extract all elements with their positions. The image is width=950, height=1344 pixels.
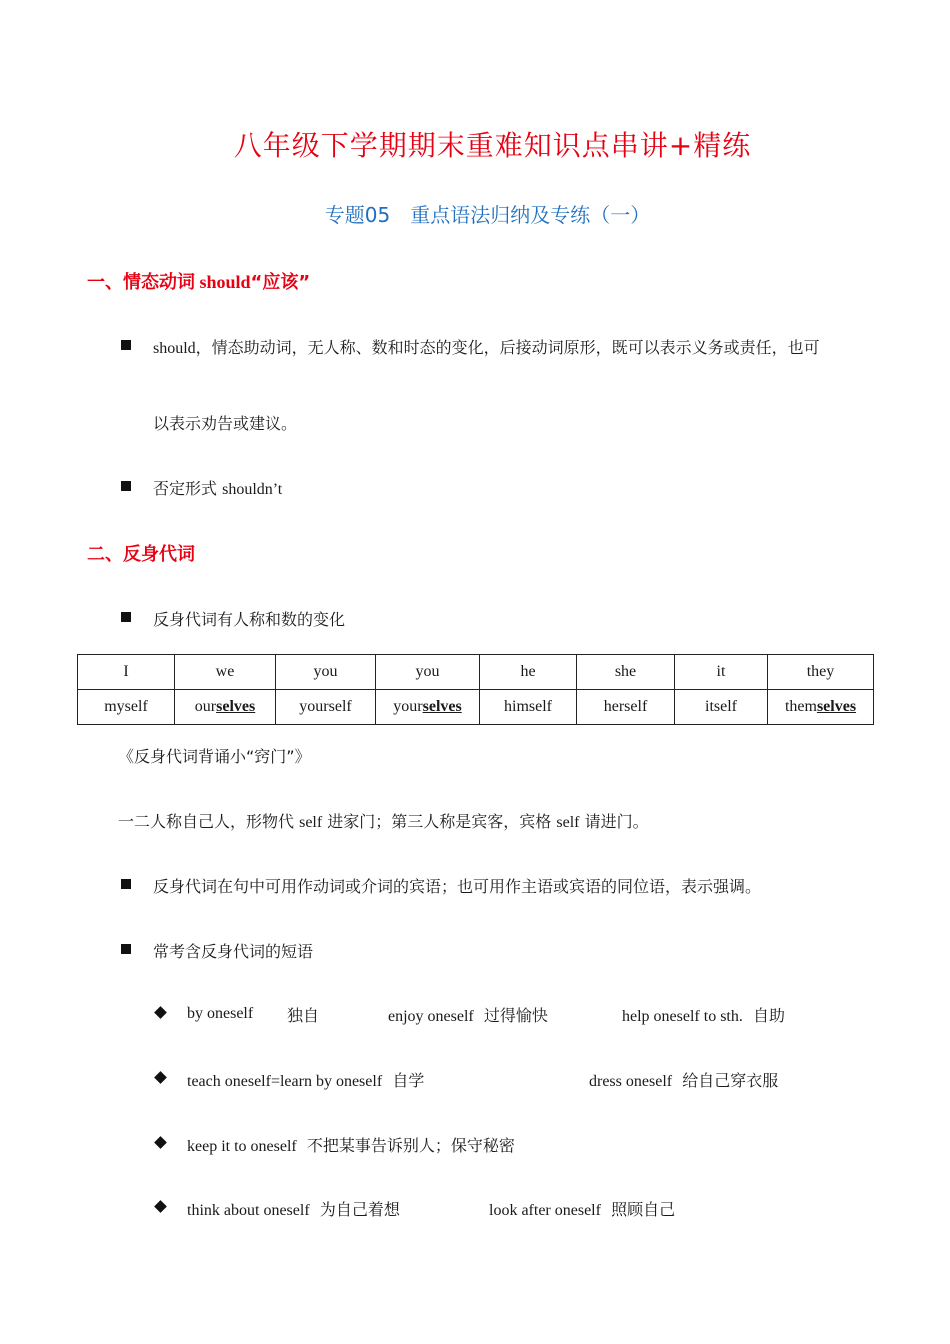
phrase-item — [187, 1003, 253, 1023]
phrase-meaning: 不把某事告诉别人；保守秘密 — [306, 1136, 515, 1155]
mnemonic-line — [118, 809, 649, 832]
pronoun-underlined-suffix: selves — [422, 698, 462, 715]
section-1-heading-suffix: “应该” — [250, 272, 311, 293]
pronoun-text: herself — [603, 698, 648, 715]
self-term: self — [556, 814, 580, 831]
table-cell — [376, 690, 480, 725]
table-cell — [480, 690, 577, 725]
section-2-heading: 二、反身代词 — [87, 544, 195, 565]
table-cell — [675, 690, 768, 725]
table-cell — [78, 690, 175, 725]
section-1-bullet-1-continuation: 以表示劝告或建议。 — [153, 414, 298, 433]
mnemonic-part-a: 一二人称自己人，形物代 — [118, 812, 300, 831]
diamond-bullet-icon — [154, 1006, 167, 1019]
section-1-heading-en: should — [195, 272, 251, 292]
section-1-heading — [87, 268, 310, 294]
table-cell: he — [480, 655, 577, 690]
phrase-item — [622, 1003, 785, 1026]
square-bullet-icon — [121, 340, 131, 350]
section-2-bullet-1: 反身代词有人称和数的变化 — [153, 610, 346, 629]
pronoun-text: them — [784, 698, 817, 715]
phrase-item — [187, 1197, 400, 1220]
table-header-row — [78, 655, 874, 690]
phrase-en: think about oneself — [187, 1202, 310, 1219]
section-1-heading-prefix: 一、情态动词 — [87, 272, 195, 293]
table-cell: I — [78, 655, 175, 690]
mnemonic-part-c: 请进门。 — [579, 812, 649, 831]
table-cell: we — [175, 655, 276, 690]
phrase-item — [187, 1133, 515, 1156]
table-cell: you — [376, 655, 480, 690]
table-cell: you — [276, 655, 376, 690]
square-bullet-icon — [121, 612, 131, 622]
phrase-en: enjoy oneself — [388, 1008, 474, 1025]
pronoun-text: your — [393, 698, 423, 715]
shouldnt-term: shouldn’t — [222, 481, 283, 498]
table-cell: they — [768, 655, 874, 690]
reflexive-pronoun-table — [77, 654, 874, 725]
diamond-bullet-icon — [154, 1200, 167, 1213]
table-cell — [577, 690, 675, 725]
table-cell — [276, 690, 376, 725]
should-term: should — [153, 340, 196, 357]
pronoun-text: yourself — [299, 698, 352, 715]
document-subtitle: 专题05 重点语法归纳及专练（一） — [324, 203, 651, 227]
phrase-item — [187, 1068, 424, 1091]
phrase-en: dress oneself — [589, 1073, 673, 1090]
phrase-meaning: 给自己穿衣服 — [682, 1071, 779, 1090]
section-1-bullet-1 — [153, 335, 820, 358]
square-bullet-icon — [121, 879, 131, 889]
section-2-bullet-2: 反身代词在句中可用作动词或介词的宾语；也可用作主语或宾语的同位语，表示强调。 — [153, 877, 762, 896]
phrase-en: help oneself to sth. — [622, 1008, 743, 1025]
phrase-meaning: 自学 — [392, 1071, 425, 1090]
pronoun-underlined-suffix: selves — [816, 698, 857, 715]
phrase-meaning: 照顾自己 — [611, 1200, 676, 1219]
section-1-bullet-2 — [153, 476, 282, 499]
phrase-meaning: 自助 — [753, 1006, 786, 1025]
table-cell — [768, 690, 874, 725]
mnemonic-part-b: 进家门；第三人称是宾客，宾格 — [322, 812, 557, 831]
negative-form-label: 否定形式 — [153, 479, 223, 498]
phrase-item — [388, 1003, 548, 1026]
table-cell: she — [577, 655, 675, 690]
square-bullet-icon — [121, 481, 131, 491]
phrase-meaning: 独自 — [287, 1006, 320, 1025]
phrase-item — [589, 1068, 778, 1091]
phrase-meaning: 为自己着想 — [319, 1200, 400, 1219]
table-row — [78, 690, 874, 725]
section-1-bullet-1-text: ，情态助动词，无人称、数和时态的变化，后接动词原形，既可以表示义务或责任，也可 — [195, 338, 820, 357]
pronoun-text: our — [194, 698, 217, 715]
table-cell — [175, 690, 276, 725]
phrase-en: by oneself — [187, 1005, 254, 1022]
phrase-meaning: 过得愉快 — [483, 1006, 548, 1025]
document-title: 八年级下学期期末重难知识点串讲+精练 — [233, 129, 752, 162]
pronoun-text: himself — [504, 698, 552, 715]
square-bullet-icon — [121, 944, 131, 954]
pronoun-underlined-suffix: selves — [216, 698, 256, 715]
pronoun-text: myself — [104, 698, 148, 715]
self-term: self — [299, 814, 323, 831]
diamond-bullet-icon — [154, 1071, 167, 1084]
phrase-en: look after oneself — [489, 1202, 601, 1219]
phrase-item — [489, 1197, 675, 1220]
diamond-bullet-icon — [154, 1136, 167, 1149]
mnemonic-title: 《反身代词背诵小“窍门”》 — [118, 747, 311, 766]
table-cell: it — [675, 655, 768, 690]
section-2-bullet-3: 常考含反身代词的短语 — [153, 942, 314, 961]
pronoun-text: itself — [705, 698, 737, 715]
phrase-en: keep it to oneself — [187, 1138, 297, 1155]
phrase-en: teach oneself=learn by oneself — [187, 1073, 383, 1090]
